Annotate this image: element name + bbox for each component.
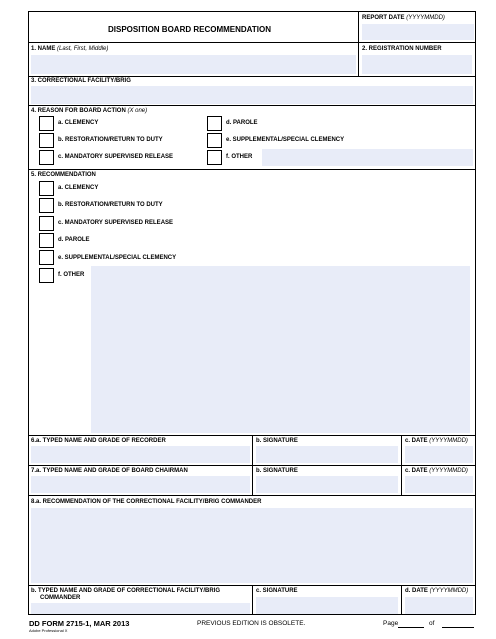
report-date-label: REPORT DATE (YYYYMMDD) [362, 15, 445, 21]
divider [358, 11, 359, 77]
rec-other-checkbox[interactable] [39, 268, 54, 283]
recorder-date-label: c. DATE (YYYYMMDD) [405, 438, 468, 444]
commander-recommendation-label: 8.a. RECOMMENDATION OF THE CORRECTIONAL FACILITY/BRIG COMMANDER [31, 499, 262, 505]
reason-clemency-checkbox[interactable] [39, 116, 54, 131]
commander-date-field[interactable] [405, 597, 473, 614]
page-total-field[interactable] [442, 627, 474, 628]
obsolete-note: PREVIOUS EDITION IS OBSOLETE. [197, 620, 306, 627]
registration-number-label: 2. REGISTRATION NUMBER [362, 46, 442, 52]
divider [28, 105, 476, 106]
reason-parole-checkbox[interactable] [207, 116, 222, 131]
chairman-signature-field[interactable] [256, 476, 398, 493]
report-date-field[interactable] [362, 24, 474, 40]
divider [401, 585, 402, 615]
divider [28, 42, 476, 43]
commander-name-field[interactable] [31, 603, 250, 614]
chairman-signature-label: b. SIGNATURE [256, 468, 298, 474]
reason-restoration-label: b. RESTORATION/RETURN TO DUTY [58, 137, 163, 143]
rec-option-label: d. PAROLE [58, 237, 90, 243]
rec-supplemental-checkbox[interactable] [39, 250, 54, 265]
page-number-field[interactable] [398, 627, 424, 628]
reason-mandatory-release-checkbox[interactable] [39, 150, 54, 165]
chairman-date-label: c. DATE (YYYYMMDD) [405, 468, 468, 474]
rec-option-label: c. MANDATORY SUPERVISED RELEASE [58, 220, 174, 226]
commander-name-label-cont: COMMANDER [40, 595, 81, 601]
of-label: of [429, 620, 435, 627]
divider [252, 465, 253, 495]
recorder-date-field[interactable] [405, 446, 473, 463]
facility-label: 3. CORRECTIONAL FACILITY/BRIG [31, 78, 131, 84]
reason-restoration-checkbox[interactable] [39, 133, 54, 148]
registration-number-field[interactable] [362, 55, 472, 74]
commander-date-label: d. DATE (YYYYMMDD) [405, 588, 469, 594]
chairman-name-field[interactable] [31, 476, 250, 493]
divider [28, 495, 476, 496]
reason-supplemental-checkbox[interactable] [207, 133, 222, 148]
software-note: Adobe Professional X [29, 628, 68, 633]
recorder-signature-field[interactable] [256, 446, 398, 463]
divider [401, 435, 402, 465]
commander-name-label: b. TYPED NAME AND GRADE OF CORRECTIONAL FACILITY/BRIG [31, 588, 221, 594]
rec-restoration-checkbox[interactable] [39, 198, 54, 213]
chairman-name-label: 7.a. TYPED NAME AND GRADE OF BOARD CHAIRMAN [31, 468, 188, 474]
rec-parole-checkbox[interactable] [39, 233, 54, 248]
divider [28, 76, 476, 77]
rec-option-label: e. SUPPLEMENTAL/SPECIAL CLEMENCY [58, 255, 177, 261]
rec-other-field[interactable] [91, 266, 470, 433]
recommendation-label: 5. RECOMMENDATION [31, 172, 96, 178]
divider [252, 435, 253, 465]
commander-signature-label: c. SIGNATURE [256, 588, 298, 594]
divider [401, 465, 402, 495]
divider [28, 169, 476, 170]
rec-option-label: b. RESTORATION/RETURN TO DUTY [58, 202, 163, 208]
facility-field[interactable] [31, 86, 473, 104]
page-label: Page [383, 620, 399, 627]
name-field[interactable] [31, 55, 356, 74]
rec-option-label: f. OTHER [58, 272, 85, 278]
recorder-name-label: 6.a. TYPED NAME AND GRADE OF RECORDER [31, 438, 166, 444]
reason-other-label: f. OTHER [226, 154, 253, 160]
name-label: 1. NAME (Last, First, Middle) [31, 46, 109, 52]
reason-other-field[interactable] [262, 149, 473, 166]
recorder-name-field[interactable] [31, 446, 250, 463]
commander-recommendation-field[interactable] [31, 508, 473, 583]
form-number: DD FORM 2715-1, MAR 2013 [29, 619, 130, 628]
recorder-signature-label: b. SIGNATURE [256, 438, 298, 444]
reason-clemency-label: a. CLEMENCY [58, 120, 99, 126]
reason-parole-label: d. PAROLE [226, 120, 258, 126]
chairman-date-field[interactable] [405, 476, 473, 493]
divider [252, 585, 253, 615]
reason-label: 4. REASON FOR BOARD ACTION (X one) [31, 108, 148, 114]
rec-option-label: a. CLEMENCY [58, 185, 99, 191]
form-title: DISPOSITION BOARD RECOMMENDATION [108, 25, 271, 34]
reason-supplemental-label: e. SUPPLEMENTAL/SPECIAL CLEMENCY [226, 137, 345, 143]
reason-other-checkbox[interactable] [207, 150, 222, 165]
reason-mandatory-release-label: c. MANDATORY SUPERVISED RELEASE [58, 154, 174, 160]
commander-signature-field[interactable] [256, 597, 398, 614]
rec-mandatory-release-checkbox[interactable] [39, 216, 54, 231]
rec-clemency-checkbox[interactable] [39, 181, 54, 196]
